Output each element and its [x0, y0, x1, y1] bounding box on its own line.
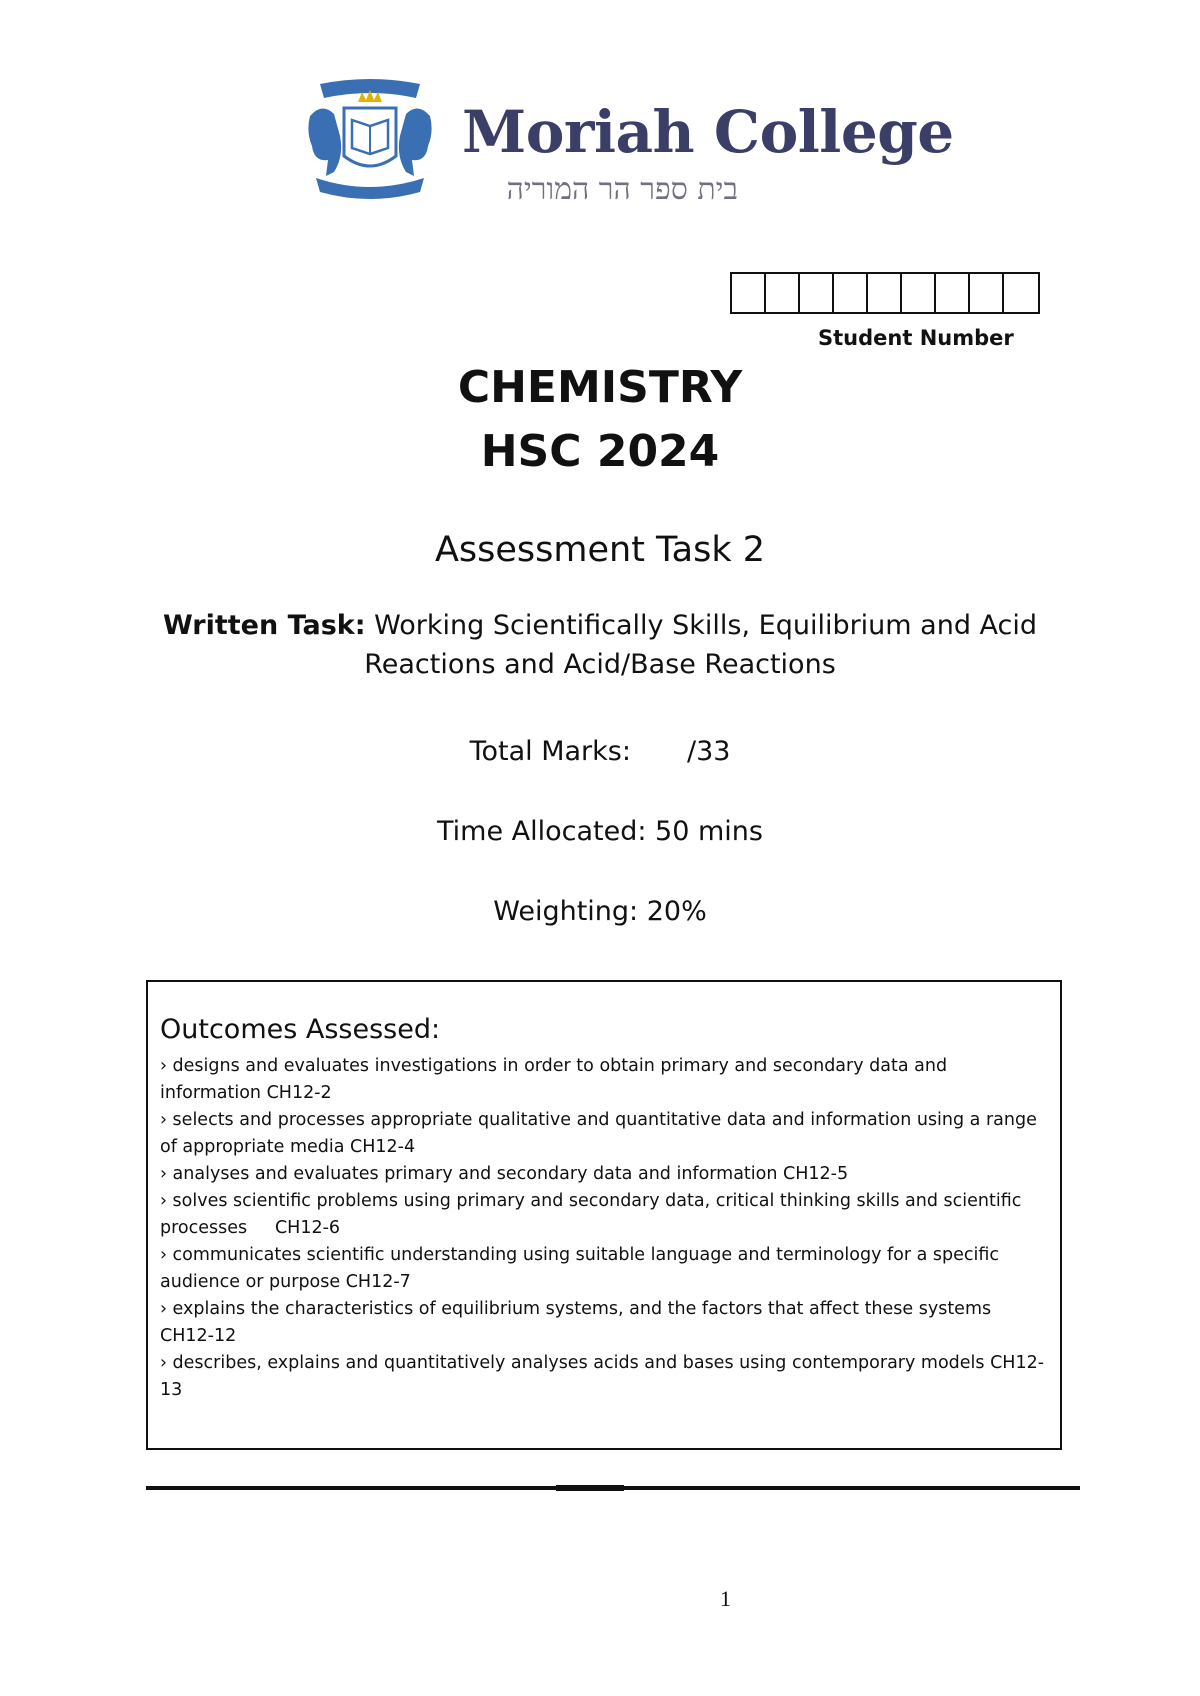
task-name: Assessment Task 2	[434, 530, 765, 570]
total-marks-label: Total Marks:	[469, 736, 631, 767]
student-number-digit-box[interactable]	[1004, 274, 1038, 312]
outcome-item: › solves scientific problems using primary and secondary data, critical thinking skills and scientific processes CH12-6	[160, 1191, 1027, 1238]
subject-title: CHEMISTRY	[457, 362, 743, 413]
outcome-item: › explains the characteristics of equilibrium systems, and the factors that affect these systems CH12-12	[160, 1299, 992, 1346]
student-number-digit-box[interactable]	[834, 274, 868, 312]
student-number-digit-box[interactable]	[970, 274, 1004, 312]
written-task-label: Written Task:	[162, 610, 366, 641]
student-number-digit-box[interactable]	[800, 274, 834, 312]
college-name-hebrew: בית ספר הר המוריה	[506, 172, 738, 207]
college-crest-icon	[300, 76, 440, 204]
weighting: Weighting: 20%	[493, 896, 707, 927]
time-allocated: Time Allocated: 50 mins	[437, 816, 763, 847]
total-marks	[0, 736, 1200, 767]
page-number: 1	[720, 1586, 731, 1611]
student-number-digit-box[interactable]	[902, 274, 936, 312]
outcome-item: › selects and processes appropriate qualitative and quantitative data and information using a range of appropriate media CH12-4	[160, 1110, 1037, 1157]
outcome-item: › describes, explains and quantitatively analyses acids and bases using contemporary models CH12-13	[160, 1353, 1045, 1400]
outcome-item: › analyses and evaluates primary and secondary data and information CH12-5	[160, 1164, 849, 1184]
written-task-line1: Working Scientifically Skills, Equilibrium and Acid	[374, 610, 1038, 641]
outcome-item: › communicates scientific understanding using suitable language and terminology for a specific audience or purpose CH12-7	[160, 1245, 1000, 1292]
outcomes-box	[146, 980, 1062, 1450]
outcome-item: › designs and evaluates investigations in order to obtain primary and secondary data and information CH12-2	[160, 1056, 948, 1103]
student-number-digit-box[interactable]	[766, 274, 800, 312]
student-number-digit-box[interactable]	[936, 274, 970, 312]
college-name: Moriah College	[462, 98, 954, 166]
horizontal-rule-accent	[556, 1485, 624, 1491]
student-number-boxes[interactable]	[730, 272, 1040, 314]
student-number-label: Student Number	[818, 326, 1014, 350]
student-number-digit-box[interactable]	[868, 274, 902, 312]
total-marks-value: /33	[686, 736, 731, 767]
written-task-line2: Reactions and Acid/Base Reactions	[364, 649, 836, 680]
course-title: HSC 2024	[480, 426, 720, 477]
student-number-digit-box[interactable]	[732, 274, 766, 312]
written-task-description	[150, 606, 1050, 684]
outcomes-heading: Outcomes Assessed:	[160, 1014, 441, 1045]
